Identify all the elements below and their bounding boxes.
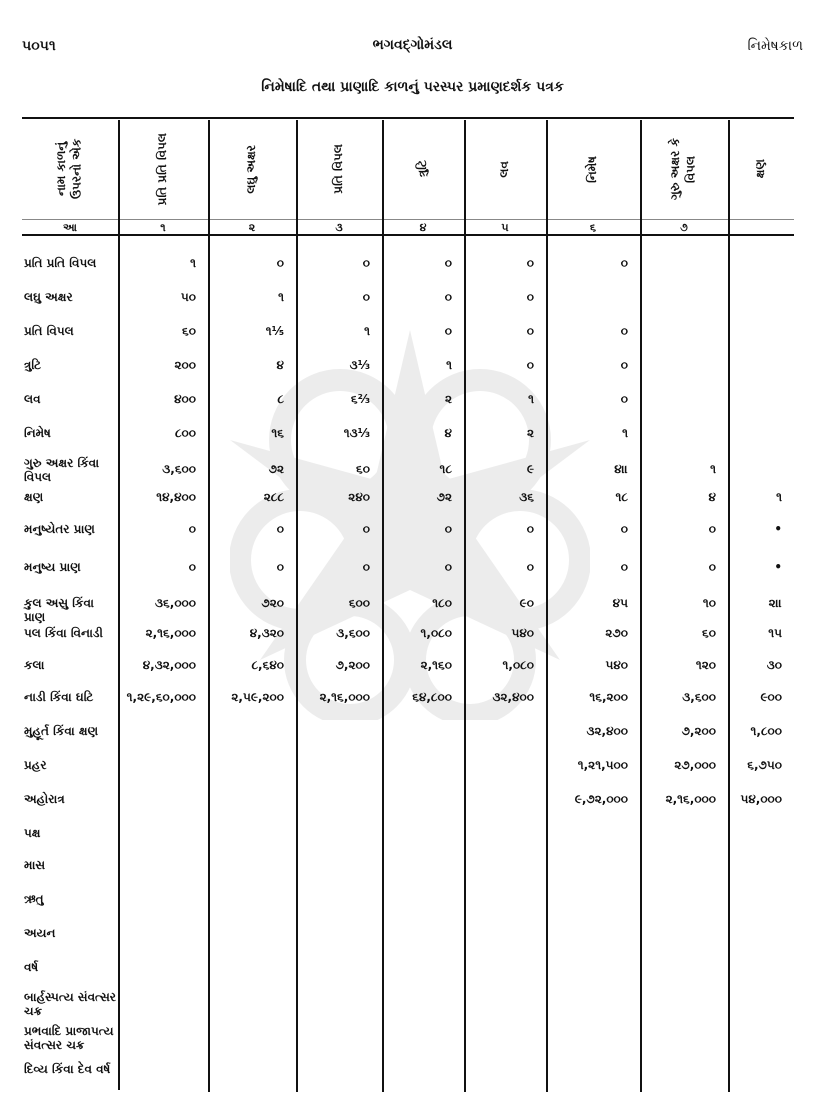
table-cell: ૧૩⅓ <box>343 426 370 440</box>
table-cell: ૦ <box>362 522 370 536</box>
table-cell: ૯૦ <box>519 596 534 610</box>
column-header-label: પ્રતિ વિપલ <box>331 144 346 194</box>
table-cell: ૩૨,૪૦૦ <box>586 724 628 738</box>
table-cell: ૩૨,૪૦૦ <box>492 690 534 704</box>
row-label: ઋતુ <box>24 892 44 906</box>
table-cell: ૧ <box>278 290 284 304</box>
column-divider <box>728 120 730 1092</box>
table-cell: ૧ <box>710 462 716 476</box>
column-number: ૩ <box>335 221 343 234</box>
table-cell: ૧૮ <box>615 490 628 504</box>
column-header-label: લઘુ અક્ષર <box>244 144 259 194</box>
column-divider <box>296 120 298 1092</box>
table-cell: ૭,૨૦૦ <box>681 724 716 738</box>
row-label: ગુરુ અક્ષર કિંવા વિપલ <box>24 456 100 484</box>
row-label: બાર્હસ્પત્ય સંવત્સર ચક્ર <box>24 990 116 1018</box>
column-number: ૪ <box>419 221 427 234</box>
table-cell: ૬૦ <box>182 324 196 338</box>
table-cell: ૦ <box>526 256 534 270</box>
table-cell: ૫૪૦ <box>511 626 534 640</box>
table-cell: ૧૦ <box>702 596 716 610</box>
column-divider <box>640 120 642 1092</box>
table-cell: ૨,૧૬,૦૦૦ <box>319 690 370 704</box>
header-divider <box>22 219 794 220</box>
table-cell: ૦ <box>620 392 628 406</box>
table-cell: ૫૦ <box>180 290 196 304</box>
watermark-logo-icon <box>230 330 590 720</box>
table-cell: ૭૨ <box>268 462 284 476</box>
table-cell: ૫૪,૦૦૦ <box>740 792 782 806</box>
table-cell: ૧,૦૮૦ <box>502 658 534 672</box>
table-cell: ૧૫ <box>768 626 782 640</box>
table-cell: ૦ <box>708 522 716 536</box>
column-header-label: નિમેષ <box>585 155 600 183</box>
table-cell: ૦ <box>620 560 628 574</box>
row-label: પ્રતિ વિપલ <box>24 324 74 338</box>
table-cell: ૨ <box>526 426 534 440</box>
table-cell: ૧૬ <box>271 426 284 440</box>
column-number <box>728 221 794 234</box>
row-label: ક્ષણ <box>24 490 44 504</box>
row-label: નાડી કિંવા ઘટિ <box>24 690 94 704</box>
row-label: ત્રુટિ <box>24 358 42 372</box>
column-number: ૫ <box>501 221 509 234</box>
table-cell: ૦ <box>620 324 628 338</box>
row-label: અયન <box>24 926 56 940</box>
table-cell: ૩૬,૦૦૦ <box>155 596 196 610</box>
row-label: પ્રતિ પ્રતિ વિપલ <box>24 256 97 270</box>
column-header <box>640 121 728 217</box>
column-header <box>22 121 118 217</box>
table-cell: ૧ <box>446 358 452 372</box>
column-divider <box>382 120 384 1092</box>
table-cell: ૨,૧૬૦ <box>420 658 452 672</box>
table-cell: • <box>774 560 782 574</box>
table-cell: ૧ <box>776 490 782 504</box>
running-head: ભગવદ્ગોમંડલ <box>372 37 453 53</box>
column-divider <box>118 120 120 1090</box>
table-cell: ૦ <box>276 560 284 574</box>
column-number: ૨ <box>248 221 256 234</box>
row-label: મુહૂર્ત કિંવા ક્ષણ <box>24 724 99 738</box>
column-header-label: નામ કાળનું ઉપરનો એક <box>54 138 84 200</box>
table-cell: ૨૭૦ <box>605 626 628 640</box>
table-cell: ૪૦૦ <box>174 392 196 406</box>
row-label: લઘુ અક્ષર <box>24 290 73 304</box>
table-cell: ૨,૧૬,૦૦૦ <box>665 792 716 806</box>
table-cell: ૧ <box>190 256 196 270</box>
table-cell: ૨ <box>444 392 452 406</box>
table-cell: ૩⅓ <box>349 358 370 372</box>
table-cell: ૪॥ <box>614 462 628 476</box>
header-bottom-rule <box>22 234 794 236</box>
column-divider <box>464 120 466 1092</box>
table-cell: ૬૦ <box>356 462 370 476</box>
table-cell: ૦ <box>526 324 534 338</box>
table-cell: ૦ <box>276 522 284 536</box>
table-cell: ૦ <box>526 522 534 536</box>
table-cell: ૨૦૦ <box>174 358 196 372</box>
table-cell: ૦ <box>620 522 628 536</box>
table-cell: ૧ <box>622 426 628 440</box>
table-cell: ૧,૮૦૦ <box>750 724 782 738</box>
column-header <box>382 121 464 217</box>
table-cell: ૪ <box>444 426 452 440</box>
table-cell: ૧,૨૯,૬૦,૦૦૦ <box>126 690 196 704</box>
table-cell: ૩૦ <box>766 658 782 672</box>
table-cell: ૪,૩૨૦ <box>249 626 284 640</box>
table-cell: ૬૦૦ <box>348 596 370 610</box>
table-cell: ૯ <box>526 462 534 476</box>
table-cell: ૧⅕ <box>265 324 284 338</box>
table-cell: ૬,૭૫૦ <box>747 758 782 772</box>
table-cell: ૨૮૮ <box>263 490 284 504</box>
table-cell: ૦ <box>188 560 196 574</box>
table-cell: ૦ <box>620 256 628 270</box>
table-cell: • <box>774 522 782 536</box>
row-label: પક્ષ <box>24 826 41 840</box>
table-cell: ૦ <box>444 560 452 574</box>
column-header <box>728 121 794 217</box>
table-cell: ૬૪,૮૦૦ <box>412 690 452 704</box>
table-cell: ૯,૭૨,૦૦૦ <box>574 792 628 806</box>
table-cell: ૧ <box>528 392 534 406</box>
table-cell: ૩,૬૦૦ <box>162 462 196 476</box>
table-cell: ૧૬,૨૦૦ <box>589 690 628 704</box>
column-number: ૬ <box>589 221 597 234</box>
table-cell: ૦ <box>526 560 534 574</box>
column-header-label: લવ <box>497 160 512 178</box>
row-label: લવ <box>24 392 41 406</box>
table-cell: ૦ <box>444 522 452 536</box>
table-cell: ૦ <box>362 290 370 304</box>
column-number: ૭ <box>680 221 688 234</box>
column-header-label: ગુરુ અક્ષર કે વિપલ <box>668 138 698 200</box>
table-cell: ૦ <box>708 560 716 574</box>
row-label: મનુષ્યેતર પ્રાણ <box>24 522 95 536</box>
table-cell: ૮,૬૪૦ <box>251 658 284 672</box>
table-cell: ૦ <box>444 256 452 270</box>
column-header <box>296 121 382 217</box>
table-cell: ૦ <box>444 324 452 338</box>
table-cell: ૬૦ <box>702 626 716 640</box>
column-header <box>208 121 296 217</box>
table-cell: ૦ <box>526 290 534 304</box>
table-cell: ૧,૨૧,૫૦૦ <box>577 758 628 772</box>
table-cell: ૫૪૦ <box>605 658 628 672</box>
column-number: ૧ <box>160 221 166 234</box>
column-header <box>118 121 208 217</box>
row-label: અહોરાત્ર <box>24 792 65 806</box>
row-label: પ્રભવાદિ પ્રાજાપત્ય સંવત્સર ચક્ર <box>24 1024 114 1052</box>
page-number: ૫૦૫૧ <box>22 38 56 54</box>
column-divider <box>546 120 548 1092</box>
table-cell: ૮ <box>277 392 284 406</box>
row-label: નિમેષ <box>24 426 51 440</box>
table-cell: ૧૪,૪૦૦ <box>156 490 196 504</box>
table-cell: ૦ <box>276 256 284 270</box>
table-cell: ૩,૬૦૦ <box>682 690 716 704</box>
table-cell: ૧૨૦ <box>695 658 716 672</box>
table-cell: ૧૮ <box>439 462 452 476</box>
table-cell: ૭૨ <box>436 490 452 504</box>
table-cell: ૭,૨૦૦ <box>335 658 370 672</box>
table-cell: ૭૨૦ <box>261 596 284 610</box>
row-label: વર્ષ <box>24 960 39 974</box>
row-label: કુલ અસુ કિંવા પ્રાણ <box>24 596 94 624</box>
table-cell: ૧,૦૮૦ <box>420 626 452 640</box>
column-header <box>464 121 546 217</box>
table-cell: ૧ <box>364 324 370 338</box>
column-number: આ <box>63 221 77 234</box>
column-divider <box>208 120 210 1092</box>
section-head: નિમેષકાળ <box>747 38 803 54</box>
table-cell: ૨૪૦ <box>348 490 370 504</box>
table-cell: ૦ <box>362 560 370 574</box>
table-cell: ૨૭,૦૦૦ <box>674 758 716 772</box>
table-cell: ૪૫ <box>612 596 628 610</box>
column-header-label: ત્રુટિ <box>415 160 430 178</box>
row-label: પલ કિંવા વિનાડી <box>24 626 103 640</box>
table-cell: ૨,૧૬,૦૦૦ <box>145 626 196 640</box>
column-header-label: પ્રતિ પ્રતિ વિપલ <box>155 132 170 206</box>
row-label: દિવ્ય કિંવા દેવ વર્ષ <box>24 1062 111 1076</box>
table-cell: ૪ <box>708 490 716 504</box>
row-label: પ્રહર <box>24 758 47 772</box>
table-cell: ૬⅔ <box>350 392 370 406</box>
table-cell: ૩૬ <box>519 490 534 504</box>
table-cell: ૨,૫૯,૨૦૦ <box>231 690 284 704</box>
row-label: કલા <box>24 658 45 672</box>
table-top-rule <box>22 117 794 119</box>
table-cell: ૮૦૦ <box>174 426 196 440</box>
row-label: માસ <box>24 858 46 872</box>
row-label: મનુષ્ય પ્રાણ <box>24 560 81 574</box>
table-cell: ૩,૬૦૦ <box>336 626 370 640</box>
table-cell: ૨॥ <box>768 596 782 610</box>
table-cell: ૦ <box>362 256 370 270</box>
table-cell: ૦ <box>188 522 196 536</box>
table-cell: ૧૮૦ <box>432 596 452 610</box>
column-header <box>546 121 640 217</box>
column-header-label: ક્ષણ <box>753 159 768 179</box>
table-cell: ૦ <box>444 290 452 304</box>
table-cell: ૯૦૦ <box>760 690 782 704</box>
table-title: નિમેષાદિ તથા પ્રાણાદિ કાળનું પરસ્પર પ્રમાણદર્શક પત્રક <box>261 79 564 95</box>
table-cell: ૪ <box>276 358 284 372</box>
table-cell: ૪,૩૨,૦૦૦ <box>142 658 196 672</box>
table-cell: ૦ <box>526 358 534 372</box>
table-cell: ૦ <box>620 358 628 372</box>
